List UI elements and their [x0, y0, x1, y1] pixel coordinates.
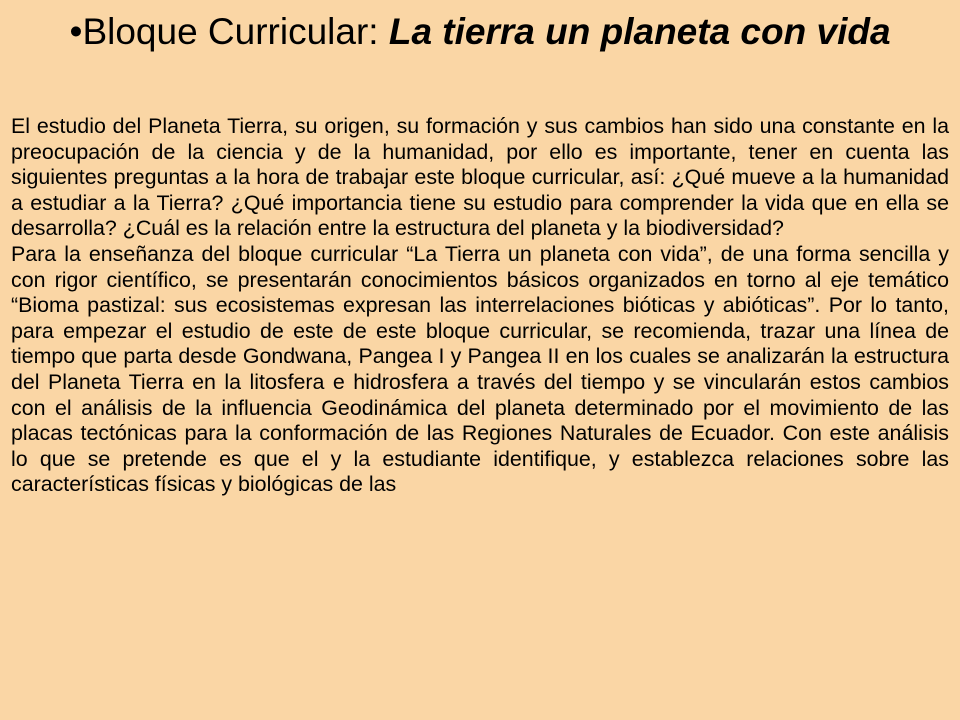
- slide-body: [11, 114, 949, 498]
- bullet-icon: •: [69, 11, 83, 52]
- slide-title: [40, 10, 920, 54]
- paragraph-2: Para la enseñanza del bloque curricular “La Tierra un planeta con vida”, de una forma sencilla y con rigor científico, se presentarán conocimientos básicos organizados en torno al eje temático “Bioma pastizal: sus ecosistemas expresan las interrelaciones bióticas y abióticas”. Por lo tanto, para empezar el estudio de este de este bloque curricular, se recomienda, trazar una línea de tiempo que parta desde Gondwana, Pangea I y Pangea II en los cuales se analizarán la estructura del Planeta Tierra en la litosfera e hidrosfera a través del tiempo y se vincularán estos cambios con el análisis de la influencia Geodinámica del planeta determinado por el movimiento de las placas tectónicas para la conformación de las Regiones Naturales de Ecuador. Con este análisis lo que se pretende es que el y la estudiante identifique, y establezca relaciones sobre las características físicas y biológicas de las: [11, 241, 949, 497]
- title-emphasis: La tierra un planeta con vida: [388, 11, 891, 52]
- title-prefix: Bloque Curricular:: [82, 11, 389, 52]
- paragraph-1: El estudio del Planeta Tierra, su origen, su formación y sus cambios han sido una constante en la preocupación de la ciencia y de la humanidad, por ello es importante, tener en cuenta las siguientes preguntas a la hora de trabajar este bloque curricular, así: ¿Qué mueve a la humanidad a estudiar a la Tierra? ¿Qué importancia tiene su estudio para comprender la vida que en ella se desarrolla? ¿Cuál es la relación entre la estructura del planeta y la biodiversidad?: [11, 114, 949, 241]
